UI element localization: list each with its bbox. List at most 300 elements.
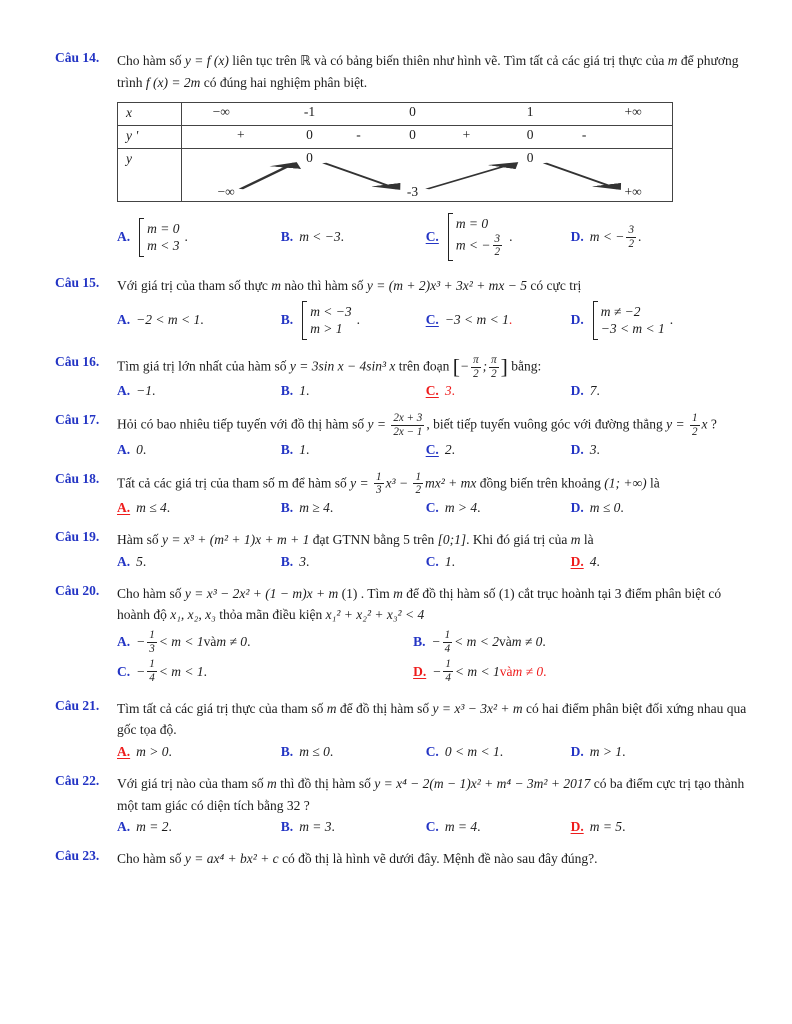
answer-option bbox=[117, 744, 281, 760]
math-text: m bbox=[326, 700, 337, 716]
answer-option bbox=[117, 312, 281, 328]
plain-text: . bbox=[200, 312, 204, 328]
answer-value bbox=[445, 312, 512, 328]
plain-text: . bbox=[622, 744, 626, 760]
fraction: $\frac{\pi}{2}$ bbox=[473, 353, 479, 380]
math-text: 3 bbox=[299, 553, 306, 569]
fraction: $\frac{1}{2}$ bbox=[415, 470, 421, 497]
math-text: f (x) = 2m bbox=[145, 74, 201, 90]
plain-text: và bbox=[499, 634, 512, 650]
math-text: [0;1] bbox=[437, 532, 467, 548]
plain-text: có đúng hai nghiệm phân biệt. bbox=[200, 74, 368, 90]
answer-label: A. bbox=[117, 500, 131, 516]
answer-label: A. bbox=[117, 819, 131, 835]
y-value: 0 bbox=[306, 150, 313, 166]
question-text bbox=[117, 471, 747, 497]
answer-value bbox=[445, 500, 481, 516]
answer-row bbox=[117, 629, 747, 655]
math-text: −3 < m < 1 bbox=[600, 321, 665, 337]
answer-label: D. bbox=[570, 441, 584, 457]
answer-value bbox=[136, 744, 172, 760]
answer-value bbox=[299, 383, 309, 399]
question-text bbox=[117, 529, 747, 551]
plain-text: . bbox=[508, 312, 513, 328]
answer-label: B. bbox=[280, 744, 294, 760]
math-text: − bbox=[136, 663, 146, 679]
plain-text: Cho hàm số bbox=[117, 585, 185, 601]
x-value: 1 bbox=[526, 104, 534, 120]
math-text: m < − bbox=[589, 229, 625, 245]
plain-text: . bbox=[477, 819, 481, 835]
question-label: Câu 14. bbox=[55, 50, 100, 65]
plain-text: . bbox=[247, 634, 251, 650]
plain-text: . bbox=[451, 553, 455, 569]
plain-text: . bbox=[596, 553, 600, 569]
answer-row bbox=[117, 300, 747, 341]
plain-text: là bbox=[580, 532, 594, 548]
plain-text: . bbox=[596, 383, 600, 399]
math-text: m < −3 bbox=[310, 303, 352, 319]
math-text: m bbox=[393, 585, 403, 601]
math-text: m bbox=[266, 776, 277, 792]
math-text: < m < 2 bbox=[454, 634, 499, 650]
plain-text: , biết tiếp tuyến vuông góc với đường thẳng bbox=[426, 416, 667, 432]
answer-label: C. bbox=[425, 229, 439, 245]
plain-text: trên đoạn bbox=[395, 358, 453, 374]
math-text: x bbox=[701, 416, 708, 432]
answer-label: A. bbox=[117, 441, 131, 457]
plain-text: . bbox=[329, 500, 334, 516]
answer-option bbox=[571, 819, 747, 835]
answer-row bbox=[117, 212, 747, 262]
math-text: −2 < m < 1 bbox=[136, 312, 201, 328]
answer-value bbox=[431, 629, 545, 655]
math-text: m > 1 bbox=[589, 744, 623, 760]
plain-text: Tìm tất cả các giá trị thực của tham số bbox=[117, 700, 327, 716]
question-label: Câu 16. bbox=[55, 353, 100, 369]
big-bracket: ] bbox=[500, 354, 508, 379]
math-text: − bbox=[136, 634, 146, 650]
math-text: 3 bbox=[444, 383, 452, 399]
decrease-arrow bbox=[545, 163, 619, 189]
question-label: Câu 22. bbox=[55, 773, 100, 789]
plain-text: để đồ thị hàm số bbox=[336, 700, 433, 716]
plain-text: . bbox=[451, 441, 455, 457]
math-text: m > 4 bbox=[444, 500, 478, 516]
plain-text: liên tục trên ℝ và có bảng biến thiên như hình vẽ. Tìm tất cả các giá trị thực của bbox=[228, 53, 668, 68]
plain-text: . bbox=[142, 553, 147, 569]
answer-option bbox=[281, 819, 426, 835]
y-variation bbox=[182, 149, 672, 201]
answer-value bbox=[136, 500, 170, 516]
math-text: y = x³ − 2x² + (1 − m)x + m bbox=[184, 585, 339, 601]
math-text: m = 5 bbox=[589, 819, 623, 835]
answer-option bbox=[281, 383, 426, 399]
sign-value: 0 bbox=[306, 127, 313, 143]
y-value: 0 bbox=[526, 150, 534, 166]
plain-text: . bbox=[620, 500, 624, 516]
bracket-system-line bbox=[601, 303, 665, 321]
x-value: 0 bbox=[409, 104, 416, 120]
math-text: m ≤ 4 bbox=[136, 500, 167, 516]
fraction: $\frac{3}{2}$ bbox=[628, 223, 634, 250]
answer-value bbox=[136, 442, 146, 458]
math-text: m = 3 bbox=[299, 819, 332, 835]
math-text: m ≤ 0 bbox=[589, 500, 621, 516]
table-row-y-prime bbox=[118, 126, 672, 149]
plain-text: Cho hàm số bbox=[117, 53, 185, 68]
answer-label: C. bbox=[425, 441, 439, 457]
answer-label: A. bbox=[117, 229, 131, 245]
answer-option bbox=[117, 442, 281, 458]
plain-text: . bbox=[168, 744, 172, 760]
question-cau-21 bbox=[55, 698, 747, 762]
plain-text: . bbox=[329, 744, 334, 760]
sign-value: + bbox=[462, 127, 471, 143]
question-text bbox=[117, 354, 747, 380]
answer-option bbox=[281, 300, 426, 341]
answer-label: C. bbox=[425, 819, 439, 835]
math-text: y = bbox=[367, 416, 390, 432]
math-text: 5 bbox=[136, 553, 143, 569]
math-text: mx² + mx bbox=[425, 475, 477, 491]
math-text: m < − bbox=[455, 237, 491, 253]
answer-option bbox=[117, 500, 281, 516]
answer-value bbox=[432, 658, 546, 684]
math-text: 3 bbox=[589, 441, 597, 457]
plain-text: nào thì hàm số bbox=[281, 278, 367, 294]
bracket-system-line bbox=[310, 303, 351, 321]
answer-option bbox=[117, 819, 281, 835]
increase-arrow bbox=[427, 163, 515, 189]
math-text: 1 bbox=[299, 441, 306, 457]
answer-value bbox=[445, 383, 455, 399]
answer-value bbox=[299, 300, 360, 341]
question-text bbox=[117, 583, 747, 626]
answer-row bbox=[117, 442, 747, 458]
bracket-system-line bbox=[456, 233, 504, 259]
plain-text: thì đồ thị hàm số bbox=[276, 776, 375, 792]
question-label: Câu 17. bbox=[55, 412, 100, 428]
answer-option bbox=[281, 229, 426, 245]
question-cau-22 bbox=[55, 773, 747, 837]
answer-option bbox=[426, 554, 571, 570]
answer-label: A. bbox=[117, 383, 131, 399]
math-text: y = f (x) bbox=[184, 53, 229, 68]
big-bracket: [ bbox=[452, 354, 460, 379]
answer-value bbox=[590, 224, 642, 250]
question-label: Câu 18. bbox=[55, 470, 100, 486]
math-text: m = 0 bbox=[147, 220, 180, 236]
question-text bbox=[117, 50, 747, 93]
answer-value bbox=[299, 500, 333, 516]
plain-text: đạt GTNN bằng 5 trên bbox=[309, 532, 438, 548]
answer-option bbox=[117, 217, 281, 258]
math-text: 4 bbox=[589, 553, 597, 569]
answer-row bbox=[117, 819, 747, 835]
question-text bbox=[117, 412, 747, 438]
bracket-system-line bbox=[456, 215, 504, 233]
row-label-y: y bbox=[118, 149, 182, 201]
sign-value: 0 bbox=[526, 127, 534, 143]
math-text: y = (m + 2)x³ + 3x² + mx − 5 bbox=[366, 278, 528, 294]
sign-value: + bbox=[237, 127, 245, 143]
answer-option bbox=[426, 312, 571, 328]
plain-text: có hai điểm phân biệt đối xứng nhau qua gốc tọa độ. bbox=[117, 700, 747, 738]
plain-text: . bbox=[168, 819, 172, 835]
plain-text: . bbox=[596, 441, 600, 457]
plain-text: . Khi đó giá trị của bbox=[466, 532, 571, 548]
fraction: $\frac{1}{4}$ bbox=[149, 658, 155, 685]
question-text bbox=[117, 275, 747, 297]
variation-table bbox=[117, 102, 673, 202]
math-text: m > 0 bbox=[136, 744, 169, 760]
question-cau-20 bbox=[55, 583, 747, 687]
plain-text: . bbox=[451, 383, 455, 399]
math-text: m bbox=[271, 278, 282, 294]
answer-label: D. bbox=[413, 663, 427, 679]
answer-label: B. bbox=[280, 229, 294, 245]
answer-option bbox=[426, 500, 571, 516]
answer-label: C. bbox=[425, 500, 439, 516]
sign-value: 0 bbox=[409, 127, 416, 143]
bracket-system bbox=[448, 213, 506, 261]
answer-option bbox=[281, 442, 426, 458]
math-text: x³ − bbox=[385, 475, 412, 491]
question-label: Câu 15. bbox=[55, 275, 100, 291]
answer-label: B. bbox=[280, 441, 294, 457]
math-text: −3 < m < 1 bbox=[444, 312, 509, 328]
answer-option bbox=[571, 300, 747, 341]
fraction: $\frac{\pi}{2}$ bbox=[491, 353, 497, 380]
math-text: −1 bbox=[136, 383, 152, 399]
answer-option bbox=[426, 212, 571, 262]
question-text bbox=[117, 848, 747, 870]
math-text: m = 2 bbox=[136, 819, 169, 835]
math-text: y = ax⁴ + bx² + c bbox=[184, 851, 279, 867]
answer-option bbox=[426, 442, 571, 458]
math-text: (1; +∞) bbox=[604, 475, 647, 491]
math-text: m = 4 bbox=[444, 819, 478, 835]
answer-label: B. bbox=[280, 500, 294, 516]
math-text: y = bbox=[666, 416, 688, 432]
answer-row bbox=[117, 500, 747, 516]
math-text: − bbox=[431, 634, 441, 650]
answer-label: B. bbox=[280, 819, 294, 835]
answer-value bbox=[590, 744, 626, 760]
question-label: Câu 21. bbox=[55, 697, 100, 713]
bracket-system bbox=[593, 301, 667, 340]
math-text: m ≠ 0 bbox=[512, 663, 544, 679]
x-value: −∞ bbox=[212, 104, 230, 120]
fraction: $\frac{1}{3}$ bbox=[149, 628, 155, 655]
plain-text: . bbox=[331, 819, 335, 835]
math-text: m < 3 bbox=[147, 238, 180, 254]
answer-value bbox=[590, 500, 624, 516]
answer-label: C. bbox=[425, 744, 439, 760]
answer-label: D. bbox=[570, 383, 584, 399]
answer-row bbox=[117, 658, 747, 684]
answer-label: B. bbox=[280, 553, 294, 569]
answer-option bbox=[413, 629, 747, 655]
answer-label: C. bbox=[425, 553, 439, 569]
math-text: m bbox=[570, 532, 581, 548]
bracket-system-line bbox=[310, 320, 351, 338]
answer-label: D. bbox=[570, 500, 584, 516]
math-text: m ≠ 0 bbox=[511, 634, 543, 650]
answer-label: D. bbox=[570, 819, 584, 835]
question-cau-17 bbox=[55, 412, 747, 459]
answer-option bbox=[281, 500, 426, 516]
answer-value bbox=[445, 442, 455, 458]
math-text: y = bbox=[350, 475, 373, 491]
answer-value bbox=[136, 819, 172, 835]
answer-value bbox=[590, 442, 600, 458]
answer-label: C. bbox=[425, 383, 439, 399]
math-text: m ≠ −2 bbox=[600, 303, 641, 319]
plain-text: bằng: bbox=[507, 358, 542, 374]
plain-text: có cực trị bbox=[527, 278, 582, 294]
row-label-y-prime: y ' bbox=[118, 126, 182, 148]
plain-text: có ba điểm cực trị tạo thành một tam giác có diện tích bằng 32 ? bbox=[117, 776, 745, 813]
question-cau-14 bbox=[55, 50, 747, 264]
math-text: 0 bbox=[136, 441, 143, 457]
plain-text: đồng biến trên khoảng bbox=[476, 475, 605, 491]
increase-arrow bbox=[241, 163, 295, 189]
answer-option bbox=[571, 224, 747, 250]
math-text: 1 bbox=[299, 383, 306, 399]
fraction: $\frac{1}{3}$ bbox=[376, 470, 382, 497]
math-text: m > 1 bbox=[310, 321, 343, 337]
math-text: m ≤ 0 bbox=[299, 744, 330, 760]
plain-text: Với giá trị của tham số thực bbox=[117, 278, 272, 294]
answer-value bbox=[445, 212, 513, 262]
answer-label: B. bbox=[280, 383, 294, 399]
question-text bbox=[117, 698, 747, 741]
fraction: $\frac{2x + 3}{2x - 1}$ bbox=[393, 412, 423, 439]
answer-value bbox=[299, 229, 344, 245]
answer-option bbox=[281, 554, 426, 570]
math-text: x₁, x₂, x₃ bbox=[170, 607, 216, 623]
math-text: y = x³ + (m² + 1)x + m + 1 bbox=[162, 532, 310, 548]
plain-text: . bbox=[152, 383, 156, 399]
plain-text: . bbox=[305, 441, 310, 457]
plain-text: . bbox=[184, 229, 188, 245]
answer-value bbox=[136, 383, 155, 399]
math-text: 7 bbox=[589, 383, 597, 399]
decrease-arrow bbox=[324, 163, 398, 189]
y-value: +∞ bbox=[624, 184, 642, 200]
answer-option bbox=[426, 383, 571, 399]
answer-row bbox=[117, 383, 747, 399]
bracket-system-line bbox=[147, 237, 179, 255]
table-row-y bbox=[118, 149, 672, 201]
math-text: m ≠ 0 bbox=[216, 634, 248, 650]
answer-value bbox=[299, 554, 309, 570]
answer-value bbox=[136, 217, 188, 258]
plain-text: . bbox=[142, 441, 147, 457]
answer-option bbox=[571, 554, 747, 570]
x-value: +∞ bbox=[624, 104, 642, 120]
plain-text: (1) . Tìm bbox=[338, 585, 394, 601]
answer-label: A. bbox=[117, 553, 131, 569]
answer-value bbox=[590, 819, 626, 835]
math-text: < m < 1 bbox=[158, 634, 204, 650]
plain-text: thỏa mãn điều kiện bbox=[215, 607, 326, 623]
plain-text: . bbox=[203, 663, 208, 679]
question-label: Câu 23. bbox=[55, 848, 100, 864]
plain-text: và bbox=[203, 634, 217, 650]
math-text: < m < 1 bbox=[158, 663, 204, 679]
answer-option bbox=[571, 744, 747, 760]
sign-value: - bbox=[356, 127, 361, 143]
bracket-system-line bbox=[147, 220, 179, 238]
plain-text: để đồ thị hàm số (1) cắt trục hoành tại 3 điểm phân biệt có hoành độ bbox=[117, 585, 722, 623]
question-cau-18 bbox=[55, 471, 747, 518]
plain-text: . bbox=[166, 500, 171, 516]
math-text: < m < 1 bbox=[454, 663, 500, 679]
plain-text: . bbox=[477, 500, 481, 516]
question-cau-19 bbox=[55, 529, 747, 572]
math-text: x₁² + x₂² + x₃² < 4 bbox=[325, 607, 425, 623]
plain-text: . bbox=[622, 819, 626, 835]
y-value: −∞ bbox=[217, 184, 235, 200]
answer-value bbox=[299, 819, 335, 835]
answer-option bbox=[117, 629, 413, 655]
plain-text: . bbox=[356, 312, 361, 328]
fraction: $\frac{1}{4}$ bbox=[444, 628, 451, 655]
question-label: Câu 20. bbox=[55, 582, 100, 598]
answer-option bbox=[571, 383, 747, 399]
bracket-system bbox=[139, 218, 181, 257]
answer-option bbox=[571, 442, 747, 458]
plain-text: . bbox=[499, 744, 504, 760]
answer-option bbox=[281, 744, 426, 760]
plain-text: để phương trình bbox=[117, 53, 739, 90]
answer-value bbox=[445, 554, 455, 570]
plain-text: . bbox=[669, 312, 674, 328]
plain-text: Tìm giá trị lớn nhất của hàm số bbox=[117, 358, 290, 374]
answer-option bbox=[117, 658, 413, 684]
plain-text: . bbox=[305, 383, 310, 399]
math-text: m < −3 bbox=[299, 229, 341, 245]
plain-text: ? bbox=[707, 416, 717, 432]
plain-text: . bbox=[509, 229, 513, 245]
plain-text: Cho hàm số bbox=[117, 851, 185, 867]
answer-label: D. bbox=[570, 744, 584, 760]
plain-text: Với giá trị nào của tham số bbox=[117, 776, 267, 792]
answer-value bbox=[445, 819, 481, 835]
answer-value bbox=[590, 383, 600, 399]
table-row-x bbox=[118, 103, 672, 126]
math-text: 2 bbox=[444, 441, 452, 457]
fraction: $\frac{1}{2}$ bbox=[692, 412, 698, 439]
math-text: − bbox=[432, 663, 442, 679]
math-text: 1 bbox=[444, 553, 452, 569]
answer-option bbox=[426, 744, 571, 760]
x-value: -1 bbox=[303, 104, 316, 120]
bracket-system bbox=[302, 301, 353, 340]
answer-option bbox=[117, 554, 281, 570]
question-cau-23 bbox=[55, 848, 747, 870]
math-text: y = 3sin x − 4sin³ x bbox=[289, 358, 396, 374]
x-values bbox=[182, 103, 672, 125]
answer-label: D. bbox=[570, 312, 584, 328]
answer-value bbox=[136, 312, 203, 328]
answer-label: A. bbox=[117, 634, 131, 650]
plain-text: . bbox=[637, 229, 642, 245]
math-text: m ≥ 4 bbox=[299, 500, 330, 516]
